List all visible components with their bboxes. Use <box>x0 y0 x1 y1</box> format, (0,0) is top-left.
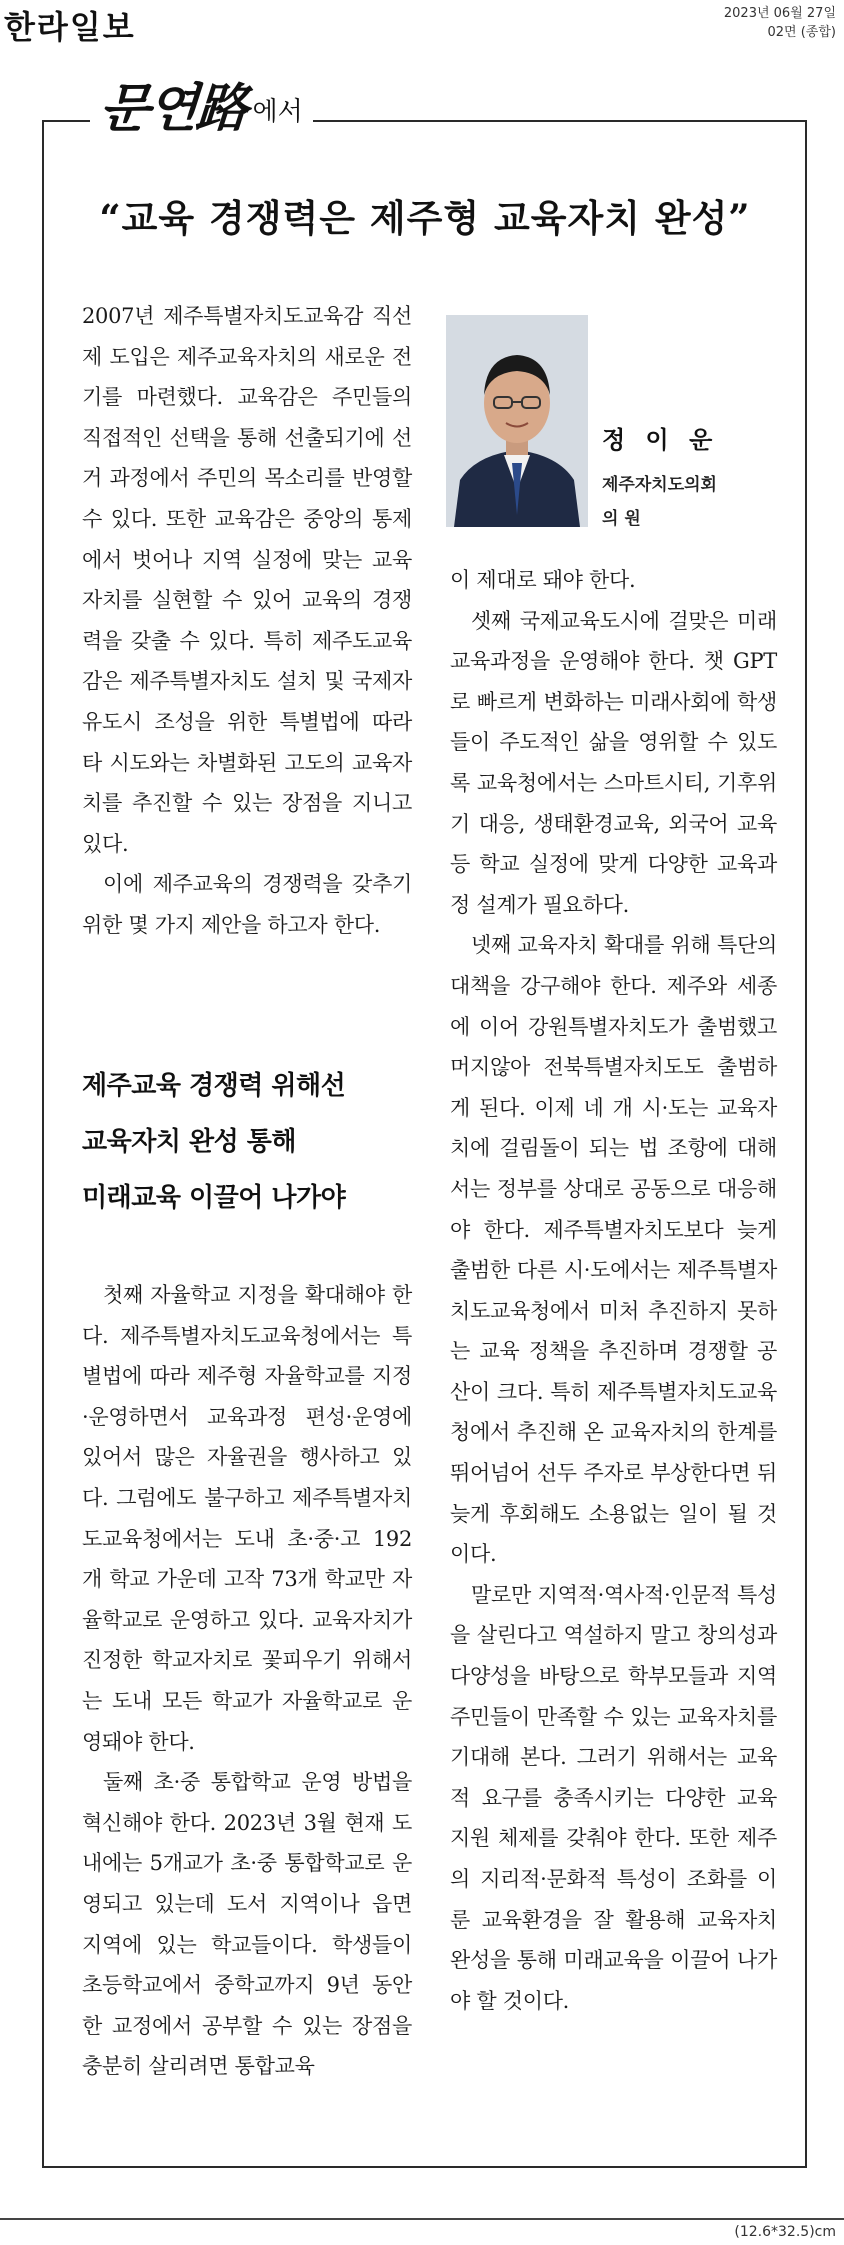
column-logo-main: 문연路 <box>97 79 249 139</box>
publication-date: 2023년 06월 27일 <box>723 6 836 21</box>
author-photo <box>446 315 588 527</box>
body-paragraph: 이에 제주교육의 경쟁력을 갖추기 위한 몇 가지 제안을 하고자 한다. <box>82 872 412 937</box>
body-paragraph: 2007년 제주특별자치도교육감 직선제 도입은 제주교육자치의 새로운 전기를 마련했다. 교육감은 주민들의 직접적인 선택을 통해 선출되기에 선거 과정에서 주민의 목소리를 반영할 수 있다. 또한 교육감은 중앙의 통제에서 벗어나 지역 실정에 맞는 교육자치를 실현할 수 있어 교육의 경쟁력을 갖출 수 있다. 특히 제주도교육감은 제주특별자치도 설치 및 국제자유도시 조성을 위한 특별법에 따라 타 시도와는 차별화된 고도의 교육자치를 추진할 수 있는 장점을 지니고 있다. <box>82 304 412 856</box>
headline: “교육 경쟁력은 제주형 교육자치 완성” <box>99 196 751 240</box>
bottom-rule <box>0 2218 844 2220</box>
dateline <box>724 4 836 42</box>
body-paragraph: 셋째 국제교육도시에 걸맞은 미래교육과정을 운영해야 한다. 챗 GPT로 빠르게 변화하는 미래사회에 학생들이 주도적인 삶을 영위할 수 있도록 교육청에서는 스마트시티, 기후위기 대응, 생태환경교육, 외국어 교육 등 학교 실정에 맞게 다양한 교육과정 설계가 필요하다. <box>450 608 777 917</box>
body-paragraph: 말로만 지역적·역사적·인문적 특성을 살린다고 역설하지 말고 창의성과 다양성을 바탕으로 학부모들과 지역 주민들이 만족할 수 있는 교육자치를 기대해 본다. 그러기 위해서는 교육적 요구를 충족시키는 다양한 교육 지원 체제를 갖춰야 한다. 또한 제주의 지리적·문화적 특성이 조화를 이룬 교육환경을 잘 활용해 교육자치 완성을 통해 미래교육을 이끌어 나가야 할 것이다. <box>450 1582 777 2013</box>
body-paragraph: 첫째 자율학교 지정을 확대해야 한다. 제주특별자치도교육청에서는 특별법에 따라 제주형 자율학교를 지정·운영하면서 교육과정 편성·운영에 있어서 많은 자율권을 행사하고 있다. 그럼에도 불구하고 제주특별자치도교육청에서는 도내 초·중·고 192개 학교 가운데 고작 73개 학교만 자율학교로 운영하고 있다. 교육자치가 진정한 학교자치로 꽃피우기 위해서는 도내 모든 학교가 자율학교로 운영돼야 한다. <box>82 1283 412 1754</box>
subheadline <box>82 1058 412 1226</box>
body-paragraph: 둘째 초·중 통합학교 운영 방법을 혁신해야 한다. 2023년 3월 현재 도내에는 5개교가 초·중 통합학교로 운영되고 있는데 도서 지역이나 읍면 지역에 있는 학교들이다. 학생들이 초등학교에서 중학교까지 9년 동안 한 교정에서 공부할 수 있는 장점을 충분히 살리려면 통합교육 <box>82 1770 412 2079</box>
author-title <box>602 468 717 536</box>
body-column-right <box>450 560 777 2021</box>
subheadline-line: 제주교육 경쟁력 위해선 <box>82 1071 346 1101</box>
author-title-line: 제주자치도의회 <box>602 475 717 495</box>
body-column-left-top <box>82 296 412 946</box>
page-section: 02면 (종합) <box>767 25 836 40</box>
clipping-size-note: (12.6*32.5)cm <box>734 2224 836 2240</box>
author-title-line: 의 원 <box>602 509 641 529</box>
body-paragraph: 이 제대로 돼야 한다. <box>450 568 636 592</box>
subheadline-line: 교육자치 완성 통해 <box>82 1127 297 1157</box>
column-logo-sub: 에서 <box>252 97 303 127</box>
author-portrait-image <box>446 315 588 527</box>
author-name: 정 이 운 <box>602 426 719 454</box>
newspaper-masthead: 한라일보 <box>4 8 136 46</box>
subheadline-line: 미래교육 이끌어 나가야 <box>82 1183 346 1213</box>
body-column-left-bottom <box>82 1275 412 2087</box>
column-logo <box>90 66 313 141</box>
body-paragraph: 넷째 교육자치 확대를 위해 특단의 대책을 강구해야 한다. 제주와 세종에 이어 강원특별자치도가 출범했고 머지않아 전북특별자치도도 출범하게 된다. 이제 네 개 시·도는 교육자치에 걸림돌이 되는 법 조항에 대해서는 정부를 상대로 공동으로 대응해야 한다. 제주특별자치도보다 늦게 출범한 다른 시·도에서는 제주특별자치도교육청에서 미처 추진하지 못하는 교육 정책을 추진하며 경쟁할 공산이 크다. 특히 제주특별자치도교육청에서 추진해 온 교육자치의 한계를 뛰어넘어 선두 주자로 부상한다면 뒤늦게 후회해도 소용없는 일이 될 것이다. <box>450 933 777 1567</box>
